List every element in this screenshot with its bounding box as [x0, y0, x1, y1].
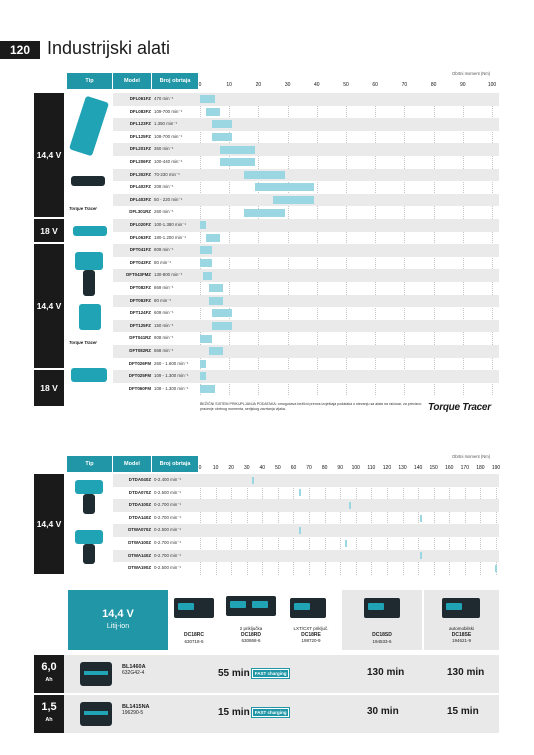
speed-value: 0-2.700 min⁻¹ [154, 540, 181, 545]
torque-range-bar [209, 297, 224, 305]
model-name: DFT125FZ [129, 322, 151, 328]
chart2-tick-label: 170 [460, 465, 469, 471]
axis-title-1: Obrtni moment (Nm) [452, 71, 491, 76]
torque-range-bar [244, 171, 285, 179]
speed-value: 100-1.380 min⁻¹ [154, 222, 186, 227]
chart2-tick-label: 50 [275, 465, 281, 471]
fast-charging-tag-2: FAST charging [252, 708, 290, 717]
chart1-row [113, 232, 499, 245]
speed-value: 1.350 min⁻¹ [154, 121, 178, 127]
model-name: DFT124FZ [129, 310, 151, 316]
chart1-tick-label: 10 [226, 82, 232, 88]
voltage-label: 18 V [34, 370, 64, 406]
torque-range-bar [200, 372, 206, 380]
model-name: DFL206FZ [129, 159, 151, 164]
torque-range-bar [200, 335, 212, 343]
model-name: DFT082RZ [129, 348, 151, 353]
battery-bl1415na-picture [80, 702, 112, 726]
charger-label-dc18rd: 2 priključka DC18RD 630868-6 [239, 626, 263, 643]
speed-value: 208 min⁻¹ [154, 184, 174, 190]
chart1-row [113, 181, 499, 194]
model-name: DFL020FZ [129, 222, 151, 227]
speed-value: 180-1.200 min⁻¹ [154, 234, 186, 240]
chart2-row [113, 474, 499, 487]
model-name: DFT025FM [128, 373, 151, 379]
voltage-label: 14,4 V [34, 244, 64, 368]
torque-tracer-note: BEŽIČNI SISTEM PRIKUPLJANJA PODATAKA: omogućava bežični prenos izvještaja podataka o stezanju sa alata na računar, za precizno praćenje obrtnog momenta, serijskog zavrtanja vijaka. [200, 402, 422, 411]
impact-driver-grip-picture [83, 494, 95, 514]
chart1-row [113, 358, 499, 371]
charger-dc18rd-picture [226, 596, 276, 616]
model-name: DFL402FZ [129, 184, 151, 190]
chart1-row [113, 257, 499, 270]
speed-value: 609 min⁻¹ [154, 310, 174, 316]
speed-value: 260 - 1.600 min⁻¹ [154, 360, 189, 366]
angle-screwdriver-images [67, 92, 112, 214]
chart2-tick-label: 20 [228, 465, 234, 471]
charger-label-dc18sd: DC18SD 194533-6 [372, 632, 392, 644]
header-tip: Tip [67, 73, 112, 89]
torque-tracer-logo-2: Torque Tracer [69, 340, 97, 345]
speed-value: 50 - 220 min⁻¹ [154, 196, 183, 202]
chart1-row [113, 206, 499, 219]
battery-bl1460a-picture [80, 662, 112, 686]
model-name: DFT082FZ [129, 285, 151, 290]
model-name: DFT043FMZ [126, 272, 151, 278]
speed-value: 80 min⁻¹ [154, 259, 171, 265]
chart1-row [113, 131, 499, 144]
torque-range-bar [255, 183, 313, 191]
torque-range-bar [200, 221, 206, 229]
model-name: DTWA140Z [128, 552, 151, 558]
chart1-tick-label: 100 [487, 82, 497, 88]
chart2-tick-label: 120 [382, 465, 392, 471]
torque-tracer-logo: Torque Tracer [69, 206, 97, 211]
chart1-row [113, 307, 499, 320]
header-tip-2: Tip [67, 456, 112, 472]
battery-ah-2: 1,5 Ah [34, 695, 64, 733]
charge-time-sd-2: 30 min [367, 706, 399, 717]
model-name: DFL083FZ [129, 108, 151, 114]
chart1-tick-label: 90 [460, 82, 466, 88]
screwdriver-body-picture [79, 304, 101, 330]
charger-label-dc18re: LXT/CXT priključ. DC18RE 198720-9 [293, 626, 329, 643]
torque-range-bar [206, 108, 221, 116]
torque-range-bar [212, 133, 232, 141]
model-name: DTDA040Z [128, 477, 151, 482]
chart1-row [113, 332, 499, 345]
max-torque-marker [299, 527, 301, 534]
speed-value: 109 - 1.300 min⁻¹ [154, 373, 189, 379]
chart2-tick-label: 110 [367, 465, 376, 471]
model-name: DTWA100Z [128, 540, 151, 545]
torque-range-bar [244, 209, 285, 217]
angle-screwdriver-picture [69, 96, 109, 157]
impact-driver-images [67, 474, 112, 574]
speed-value: 108 - 1.300 min⁻¹ [154, 385, 189, 391]
model-name: DFL125FZ [129, 133, 151, 139]
model-name: DFT041RZ [129, 335, 151, 341]
torque-range-bar [209, 284, 224, 292]
battery-ah-1: 6,0 Ah [34, 655, 64, 693]
model-name: DFL301RZ [129, 209, 151, 215]
chart1-tick-label: 80 [430, 82, 437, 88]
chart2-tick-label: 40 [259, 465, 266, 471]
speed-value: 0-2.400 min⁻¹ [154, 477, 181, 482]
header-model: Model [113, 73, 151, 89]
chart1-tick-label: 40 [314, 82, 320, 88]
chart2-tick-label: 10 [212, 465, 219, 471]
torque-range-bar [200, 385, 215, 393]
page-number: 120 [0, 41, 40, 59]
speed-value: 130-800 min⁻¹ [154, 272, 183, 278]
speed-value: 0-2.700 min⁻¹ [154, 514, 181, 520]
chart2-tick-label: 180 [476, 465, 485, 471]
model-name: DFT041FZ [129, 247, 151, 253]
small-angle-images [67, 220, 112, 244]
charge-time-fast-1: 55 min FAST charging [218, 668, 289, 679]
chart2-tick-label: 140 [413, 465, 423, 471]
chart2-tick-label: 0 [198, 465, 202, 471]
chart1-row [113, 383, 499, 396]
model-name: DTDA070Z [128, 489, 151, 495]
charge-time-se-1: 130 min [447, 667, 485, 678]
speed-value: 100-440 min⁻¹ [154, 159, 183, 164]
torque-range-bar [212, 309, 232, 317]
model-name: DTDA100Z [128, 502, 151, 508]
charger-dc18rc-picture [174, 598, 214, 618]
model-name: DFL123FZ [129, 121, 151, 127]
screwdriver-head-picture [75, 252, 103, 270]
chart1-row [113, 345, 499, 358]
chart1-tick-label: 20 [255, 82, 262, 88]
voltage-label-chart2: 14,4 V [34, 474, 64, 574]
chart1-row [113, 295, 499, 308]
small-angle-picture [73, 226, 107, 236]
chart1-row [113, 106, 499, 119]
chart1-row [113, 244, 499, 257]
chart1-tick-label: 70 [401, 82, 408, 88]
shutoff-screwdriver-images [67, 246, 112, 358]
charger-dc18se-picture [442, 598, 480, 618]
chart1-tick-label: 50 [343, 82, 349, 88]
speed-value: 109-700 min⁻¹ [154, 108, 183, 114]
model-name: DFT060FM [128, 385, 151, 391]
model-name: DFT083FZ [129, 297, 151, 303]
speed-value: 470 min⁻¹ [154, 96, 174, 101]
speed-value: 0-2.500 min⁻¹ [154, 527, 181, 533]
max-torque-marker [252, 477, 254, 484]
page-title: Industrijski alati [47, 38, 171, 58]
impact-wrench-picture [75, 530, 103, 544]
chart2-tick-label: 160 [445, 465, 454, 471]
charger-dc18sd-picture [364, 598, 400, 618]
model-name: DTDA140Z [128, 514, 151, 520]
speed-value: 0-2.500 min⁻¹ [154, 565, 181, 571]
model-name: DFT043FZ [129, 259, 151, 265]
impact-driver-picture [75, 480, 103, 494]
chart2-tick-label: 130 [398, 465, 407, 471]
charger-label-dc18se: automobilski DC18SE 194621-9 [448, 626, 474, 643]
torque-range-bar [212, 120, 232, 128]
battery-label-1: BL1460A 632G42-4 [122, 664, 146, 676]
header-model-2: Model [113, 456, 151, 472]
speed-value: 809 min⁻¹ [154, 247, 174, 253]
model-name: DFL063FZ [129, 234, 151, 240]
model-name: DFT026FM [128, 360, 151, 366]
speed-value: 108-700 min⁻¹ [154, 133, 183, 139]
torque-range-bar [200, 246, 212, 254]
charger-table-head [68, 590, 168, 650]
fast-charging-tag-1: FAST charging [252, 669, 290, 678]
chart2-tick-label: 30 [243, 465, 250, 471]
speed-value: 80 min⁻¹ [154, 297, 171, 303]
chart1-row [113, 169, 499, 182]
screwdriver-grip-picture [83, 270, 95, 296]
max-torque-marker [420, 552, 422, 559]
torque-range-bar [212, 322, 232, 330]
model-name: DFL201FZ [129, 146, 151, 152]
chart2-tick-label: 70 [306, 465, 312, 471]
torque-range-bar [206, 234, 221, 242]
chart1-row [113, 194, 499, 207]
voltage-label: 14,4 V [34, 93, 64, 217]
header-speed: Broj obrtaja [152, 73, 198, 89]
torque-range-bar [273, 196, 314, 204]
charge-time-se-2: 15 min [447, 706, 479, 717]
speed-value: 360 min⁻¹ [154, 146, 174, 152]
chart1-row [113, 282, 499, 295]
charger-label-dc18rc: DC18RC 630718-5 [183, 632, 204, 644]
chart1-row [113, 269, 499, 282]
torque-range-bar [200, 360, 206, 368]
torque-range-bar [220, 146, 255, 154]
model-name: DTWA190Z [128, 565, 151, 571]
model-name: DFL061FZ [129, 96, 151, 101]
torque-range-bar [200, 95, 215, 103]
chart2-tick-label: 190 [491, 465, 501, 471]
speed-value: 0-2.700 min⁻¹ [154, 502, 181, 508]
header-speed-2: Broj obrtaja [152, 456, 198, 472]
max-torque-marker [420, 515, 422, 522]
speed-value: 808 min⁻¹ [154, 335, 174, 341]
chart2-row [113, 487, 499, 500]
chart2-tick-label: 100 [351, 465, 360, 471]
max-torque-marker [349, 502, 351, 509]
charge-time-fast-2: 15 min FAST charging [218, 707, 289, 718]
speed-value: 869 min⁻¹ [154, 285, 174, 290]
chart1-tick-label: 30 [284, 82, 291, 88]
chart1-row [113, 219, 499, 232]
chart1-row [113, 370, 499, 383]
torque-range-bar [203, 272, 212, 280]
chart2-row [113, 562, 499, 575]
chart1-tick-label: 60 [372, 82, 378, 88]
chart1-row [113, 143, 499, 156]
torque-range-bar [220, 158, 255, 166]
battery-label-2: BL1415NA 196290-5 [122, 704, 150, 716]
speed-value: 150 min⁻¹ [154, 322, 174, 328]
torque-range-bar [209, 347, 224, 355]
chart2-row [113, 537, 499, 550]
torque-tracer-large-logo: Torque Tracer [428, 402, 491, 413]
speed-value: 0-2.500 min⁻¹ [154, 489, 181, 495]
chart2-row [113, 512, 499, 525]
chart1-row [113, 118, 499, 131]
voltage-label: 18 V [34, 219, 64, 242]
chart2-tick-label: 90 [337, 465, 343, 471]
chart2-tick-label: 80 [321, 465, 328, 471]
chart2-row [113, 550, 499, 563]
axis-title-2: Obrtni moment (Nm) [452, 454, 491, 459]
18v-screwdriver-images [67, 360, 112, 398]
chart1-tick-label: 0 [198, 82, 202, 88]
model-name: DFL403FZ [129, 196, 151, 202]
chart2-row [113, 499, 499, 512]
speed-value: 868 min⁻¹ [154, 348, 174, 353]
battery-module-picture [71, 176, 105, 186]
max-torque-marker [495, 565, 497, 572]
chart2-tick-label: 60 [290, 465, 297, 471]
speed-value: 0-2.700 min⁻¹ [154, 552, 181, 558]
max-torque-marker [345, 540, 347, 547]
impact-wrench-grip-picture [83, 544, 95, 564]
chart2-row [113, 524, 499, 537]
speed-value: 260 min⁻¹ [154, 209, 174, 215]
chart1-row [113, 156, 499, 169]
charger-voltage: 14,4 V [102, 608, 134, 620]
speed-value: 70-230 min⁻¹ [154, 171, 180, 177]
chart1-row [113, 320, 499, 333]
model-name: DFL302FZ [129, 171, 151, 177]
chart1-row [113, 93, 499, 106]
charger-system: Litij-ion [106, 623, 130, 630]
charger-dc18re-picture [290, 598, 326, 618]
max-torque-marker [299, 489, 301, 496]
chart2-tick-label: 150 [429, 465, 438, 471]
18v-screwdriver-picture [71, 368, 107, 382]
model-name: DTWA070Z [128, 527, 151, 533]
charge-time-sd-1: 130 min [367, 667, 405, 678]
torque-range-bar [200, 259, 212, 267]
